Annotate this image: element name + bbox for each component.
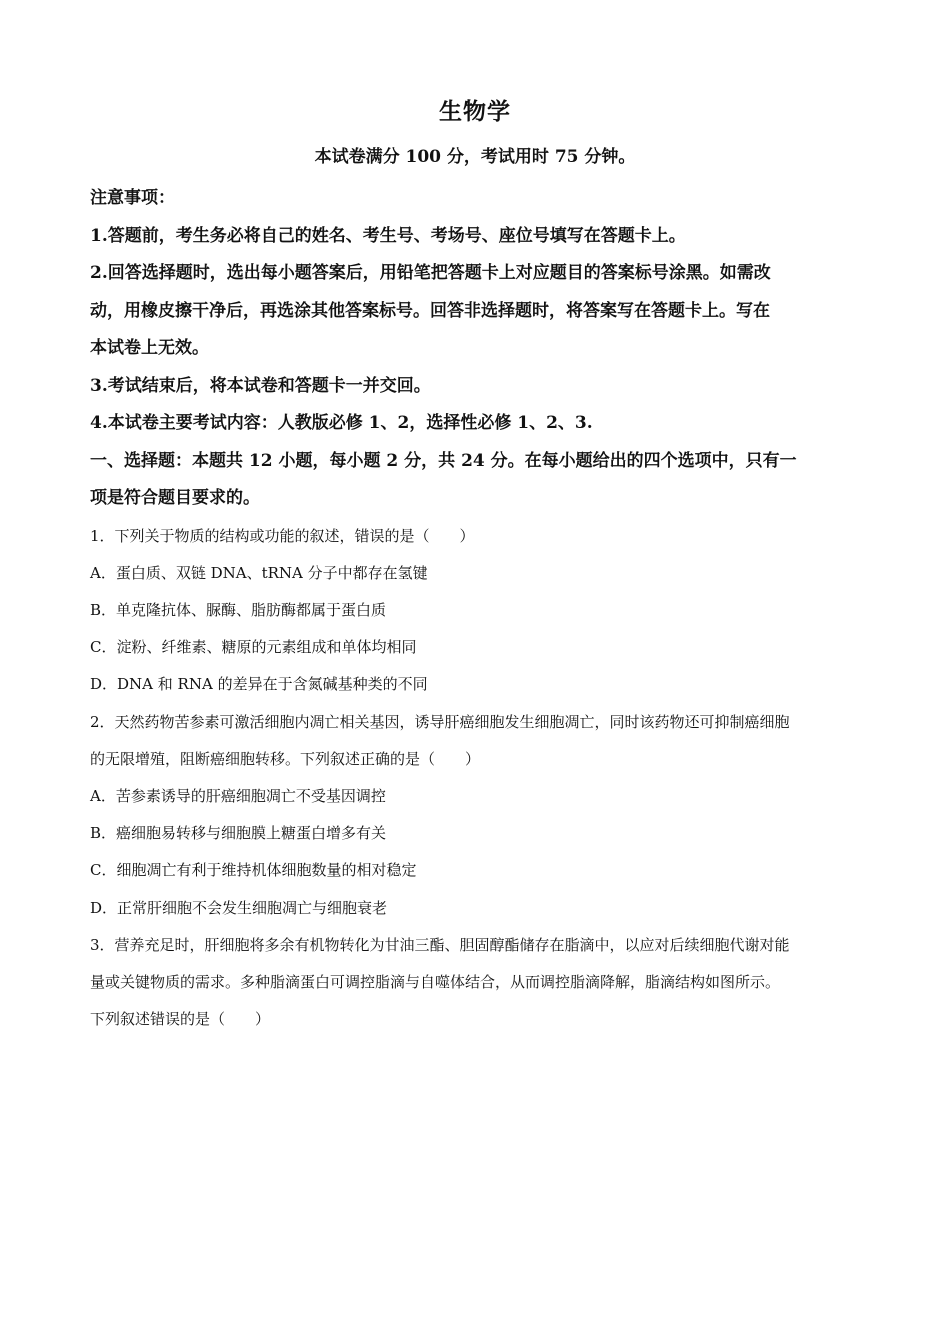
question-3 [90, 927, 870, 1039]
option-d: D．DNA 和 RNA 的差异在于含氮碱基种类的不同 [90, 675, 428, 694]
option-d: D．正常肝细胞不会发生细胞凋亡与细胞衰老 [90, 898, 388, 917]
question-1 [90, 518, 870, 704]
page-title: 生物学 [439, 98, 511, 125]
section-heading: 一、选择题：本题共 12 小题，每小题 2 分，共 24 分。在每小题给出的四个选项中，只有一 项是符合题目要求的。 [90, 450, 797, 508]
question-2 [90, 704, 870, 927]
option-a: A．蛋白质、双链 DNA、tRNA 分子中都存在氢键 [90, 563, 428, 582]
option-b: B．癌细胞易转移与细胞膜上糖蛋白增多有关 [90, 824, 387, 843]
question-stem: 2．天然药物苦参素可激活细胞内凋亡相关基因，诱导肝癌细胞发生细胞凋亡，同时该药物还可抑制癌细胞 的无限增殖，阻断癌细胞转移。下列叙述正确的是（ ） [90, 712, 790, 768]
option-a: A．苦参素诱导的肝癌细胞凋亡不受基因调控 [90, 786, 386, 805]
notice-item-2: 2.回答选择题时，选出每小题答案后，用铅笔把答题卡上对应题目的答案标号涂黑。如需改 动，用橡皮擦干净后，再选涂其他答案标号。回答非选择题时，将答案写在答题卡上。写在 本试卷上无效。 [90, 263, 771, 358]
option-c: C．淀粉、纤维素、糖原的元素组成和单体均相同 [90, 638, 417, 657]
question-stem: 3．营养充足时，肝细胞将多余有机物转化为甘油三酯、胆固醇酯储存在脂滴中，以应对后续细胞代谢对能 量或关键物质的需求。多种脂滴蛋白可调控脂滴与自噬体结合，从而调控脂滴降解，脂滴结构如图所示。 下列叙述错误的是（ ） [90, 935, 790, 1029]
exam-body [90, 180, 870, 1038]
option-c: C．细胞凋亡有利于维持机体细胞数量的相对稳定 [90, 861, 417, 880]
notice-item-3: 3.考试结束后，将本试卷和答题卡一并交回。 [90, 375, 431, 396]
notice-item-4: 4.本试卷主要考试内容：人教版必修 1、2，选择性必修 1、2、3. [90, 413, 593, 433]
exam-info: 本试卷满分 100 分，考试用时 75 分钟。 [314, 147, 636, 167]
notice-heading: 注意事项： [90, 188, 175, 208]
notice-item-1: 1.答题前，考生务必将自己的姓名、考生号、考场号、座位号填写在答题卡上。 [90, 225, 686, 246]
option-b: B．单克隆抗体、脲酶、脂肪酶都属于蛋白质 [90, 600, 387, 619]
question-stem: 1．下列关于物质的结构或功能的叙述，错误的是（ ） [90, 526, 475, 545]
